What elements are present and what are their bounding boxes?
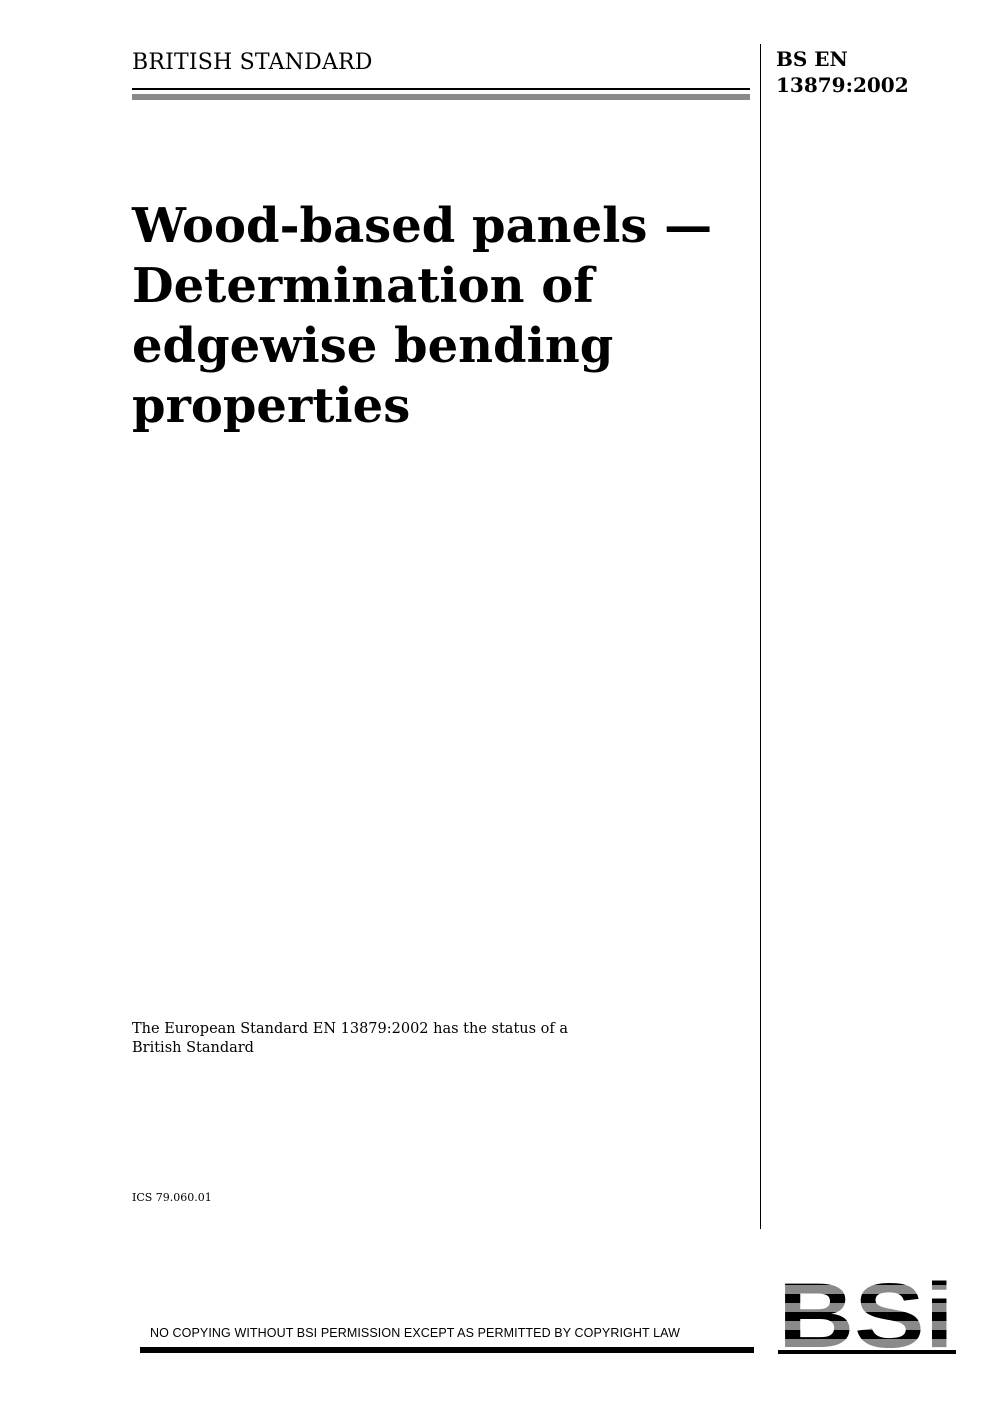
- footer-rule: [140, 1347, 754, 1353]
- status-note-line-1: The European Standard EN 13879:2002 has the status of a: [132, 1021, 569, 1037]
- title-line-3: edgewise bending: [132, 318, 614, 374]
- document-number-line-1: BS EN: [776, 47, 848, 71]
- title-line-4: properties: [132, 378, 411, 434]
- title-line-1: Wood-based panels —: [132, 198, 713, 254]
- header-rule-thick: [132, 94, 750, 100]
- document-number: [776, 46, 909, 98]
- ics-code: ICS 79.060.01: [132, 1191, 212, 1204]
- document-title: [132, 196, 752, 436]
- title-line-2: Determination of: [132, 258, 594, 314]
- vertical-divider: [760, 44, 761, 1229]
- status-note-line-2: British Standard: [132, 1040, 254, 1056]
- header-rule-thin: [132, 88, 750, 90]
- copyright-notice: NO COPYING WITHOUT BSI PERMISSION EXCEPT AS PERMITTED BY COPYRIGHT LAW: [150, 1326, 681, 1340]
- status-note: [132, 1020, 632, 1058]
- publisher-label: BRITISH STANDARD: [132, 50, 373, 75]
- bsi-logo-icon: [778, 1276, 956, 1356]
- document-number-line-2: 13879:2002: [776, 73, 909, 97]
